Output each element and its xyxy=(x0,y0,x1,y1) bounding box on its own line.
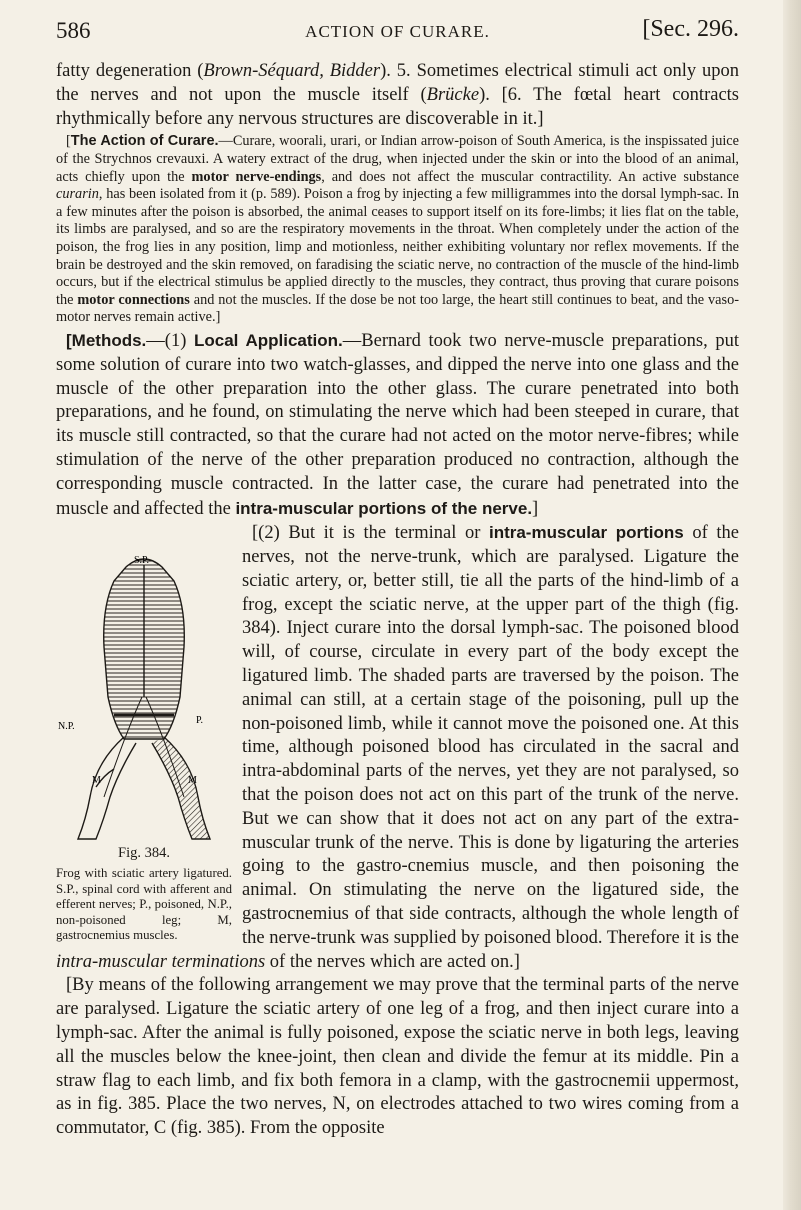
page-edge xyxy=(783,0,801,1210)
note-heading: The Action of Curare. xyxy=(70,133,219,150)
label-m-left: M xyxy=(92,775,101,787)
paragraph-arrangement: [By means of the following arrangement we may prove that the terminal parts of the nerve are paralysed. Ligature the sciatic artery of one leg of a frog, and then inject curare into a lymph-sac. After the animal is fully poisoned, expose the sciatic nerve in both legs, leaving all the muscles below the knee-joint, then clean and divide the femur at its middle. Pin a straw flag to each limb, and fix both femora in a clamp, with the gastrocnemii uppermost, as in fig. 385. Place the two nerves, N, on electrodes attached to two wires coming from a commutator, C (fig. 385). From the opposite xyxy=(56,975,739,1139)
citation-brucke: Brücke xyxy=(426,84,480,105)
term-intra-muscular-portions: intra-muscular portions xyxy=(488,523,684,543)
section-number: [Sec. 296. xyxy=(642,16,739,42)
figure-label: Fig. 384. xyxy=(118,845,170,862)
frog-ligature-diagram xyxy=(56,547,232,843)
page-body xyxy=(56,60,739,1141)
figure-caption: Frog with sciatic artery ligatured. S.P., spinal cord with afferent and efferent nerves; P., poisoned, N.P., non-poisoned leg; M, gastrocnemius muscles. xyxy=(56,866,232,942)
methods-heading: [Methods. xyxy=(66,330,147,350)
running-title: ACTION OF CURARE. xyxy=(305,22,490,41)
label-np: N.P. xyxy=(58,721,75,733)
term-intra-muscular-portions-nerve: intra-muscular portions of the nerve. xyxy=(235,498,533,518)
page-number: 586 xyxy=(56,18,91,43)
label-m-right: M xyxy=(188,775,197,787)
term-intra-muscular-terminations: intra-muscular terminations xyxy=(56,951,266,972)
local-application-heading: Local Application. xyxy=(193,330,343,350)
term-motor-connections: motor connections xyxy=(77,291,190,308)
term-curarin: curarin xyxy=(56,186,99,203)
note-action-of-curare: [The Action of Curare.—Curare, woorali, urari, or Indian arrow-poison of South America, is the inspissated juice of the Strychnos crevauxi. A watery extract of the drug, when injected under the skin or into the blood of an animal, acts chiefly upon the motor nerve-endings, and does not affect the muscular contractility. An active substance curarin, has been isolated from it (p. 589). Poison a frog by injecting a few milligrammes into the dorsal lymph-sac. In a few minutes after the poison is absorbed, the animal ceases to support itself on its fore-limbs; it lies flat on the table, its limbs are paralysed, and so are the respiratory movements in the throat. When completely under the action of the poison, the frog lies in any position, limp and motionless, neither exhibiting voluntary nor reflex movements. If the brain be destroyed and the skin removed, on faradising the sciatic nerve, no contraction of the muscle of the hind-limb occurs, but if the electrical stimulus be applied directly to the muscles, they contract, thus proving that curare poisons the motor connections and not the muscles. If the dose be not too large, the heart still continues to beat, and the vaso-motor nerves remain active.] xyxy=(56,133,740,326)
figure-384 xyxy=(56,547,232,943)
term-motor-nerve-endings: motor nerve-endings xyxy=(191,168,322,185)
citation-brown-sequard: Brown-Séquard, Bidder xyxy=(203,61,381,81)
label-sp: S.P. xyxy=(134,555,150,567)
paragraph-intra-muscular-terminations: [(2) But it is the terminal or intra-muscular portions of the nerves, not the nerve-trunk, which are paralysed. Ligature the sciatic artery, or, better still, tie all the parts of the hind-limb of a frog, except the sciatic nerve, at the upper part of the thigh (fig. 384). Inject curare into the dorsal lymph-sac. The poisoned blood will, of course, circulate in every part of the body except the ligatured limb. The shaded parts are traversed by the poison. The animal can still, at a certain stage of the poisoning, pull up the non-poisoned limb, while it cannot move the poisoned one. At this time, although poisoned blood has circulated in the sacral and intra-abdominal parts of the nerves, yet they are not paralysed, so that the poison does not act on this part of the trunk of the nerve. But we can show that it does not act on any part of the extra-muscular trunk of the nerve. This is done by ligaturing the arteries going to the gastro-cnemius muscle, and then poisoning the animal. On stimulating the nerve on the ligatured side, the gastrocnemius of that side contracts, although the whole length of the nerve-trunk was supplied by poisoned blood. Therefore it is the intra-muscular terminations of the nerves which are acted on.] xyxy=(56,523,739,972)
page-header xyxy=(56,16,739,50)
label-p: P. xyxy=(196,715,203,727)
paragraph-fatty-degeneration: fatty degeneration (Brown-Séquard, Bidder). 5. Sometimes electrical stimuli act only upon the nerves and not upon the muscle itself (Brücke). [6. The fœtal heart contracts rhythmically before any nervous structures are discoverable in it.] xyxy=(56,61,739,129)
paragraph-methods: [Methods.—(1) Local Application.—Bernard took two nerve-muscle preparations, put some solution of curare into two watch-glasses, and dipped the nerve into one glass and the muscle of the other preparation into the other glass. The curare penetrated into both preparations, and he found, on stimulating the nerve which had been steeped in curare, that its muscle still contracted, so that the curare had not acted on the motor nerve-fibres; while stimulation of the nerve of the other preparation produced no contraction, although the corresponding muscle contracted. In the latter case, the curare had penetrated into the muscle and affected the intra-muscular portions of the nerve.] xyxy=(56,330,739,519)
